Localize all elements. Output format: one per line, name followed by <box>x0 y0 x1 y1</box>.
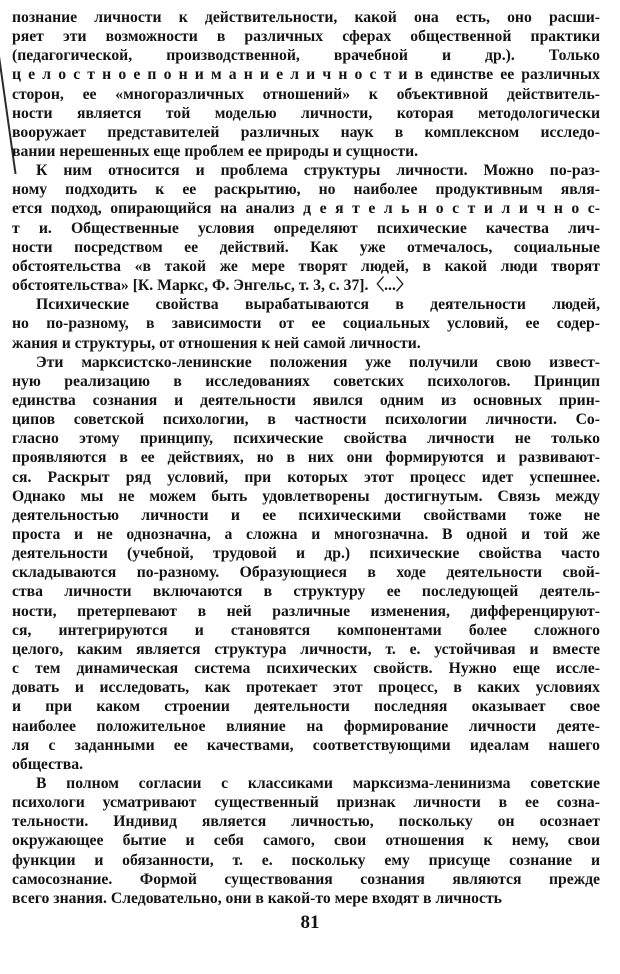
text-line: ности является той моделью личности, которая методологически <box>12 104 600 122</box>
text-line: ности посредством ее действий. Как уже отмечалось, социальные <box>12 238 600 256</box>
text-line: функции и обязанности, т. е. поскольку ему присуще сознание и <box>12 851 600 869</box>
text-line: ства личности включаются в структуру ее последующей деятель- <box>12 583 600 601</box>
text-line: Эти марксистско-ленинские положения уже получили свою извест- <box>36 353 600 371</box>
text-line: ля с заданными ее качествами, соответствующими идеалам нашего <box>12 736 600 754</box>
text-line: познание личности к действительности, какой она есть, оно расши- <box>12 9 600 26</box>
text-line: ется подход, опирающийся на анализ д е я т е л ь н о с т и л и ч н о с- <box>12 200 600 218</box>
text-line: ципов советской психологии, в частности психологии личности. Со- <box>12 411 600 429</box>
text-line: и при каком строении деятельности последняя оказывает свое <box>12 698 600 716</box>
text-line: ся, интегрируются и становятся компонентами более сложного <box>12 621 600 639</box>
text-line: проста и не однозначна, а сложна и многозначна. В одной и той же <box>12 526 600 544</box>
page-number: 81 <box>300 912 320 933</box>
text-line: проявляются в ее действиях, но в них они формируются и развивают- <box>12 449 600 467</box>
text-line: психологи усматривают существенный признак личности в ее созна- <box>12 794 600 812</box>
text-line: В полном согласии с классиками марксизма-ленинизма советские <box>36 774 600 792</box>
text-line: сторон, ее «многоразличных отношений» к объективной действитель- <box>12 85 600 103</box>
text-line: наиболее положительное влияние на формирование личности деяте- <box>12 717 600 735</box>
text-line: единства сознания и деятельности явился одним из основных прин- <box>12 391 600 409</box>
text-line: ся. Раскрыт ряд условий, при которых этот процесс идет успешнее. <box>12 468 600 486</box>
text-line: с тем динамическая система психических свойств. Нужно еще иссле- <box>12 660 600 678</box>
text-line: общества. <box>12 755 83 773</box>
text-line: Однако мы не можем быть удовлетворены достигнутым. Связь между <box>12 487 600 505</box>
text-line: Психические свойства вырабатываются в деятельности людей, <box>36 296 600 314</box>
text-line: ную реализацию в исследованиях советских психологов. Принцип <box>12 372 600 390</box>
text-line: вании нерешенных еще проблем ее природы и сущности. <box>12 143 419 161</box>
text-line: ному подходить к ее раскрытию, но наиболее продуктивным явля- <box>12 181 600 199</box>
text-line: (педагогической, производственной, врачебной и др.). Только <box>12 47 600 65</box>
text-line: К ним относится и проблема структуры личности. Можно по-раз- <box>36 162 600 180</box>
text-line: обстоятельства «в такой же мере творят людей, в какой люди творят <box>12 257 600 275</box>
text-line: ности, претерпевают в ней различные изменения, дифференцируют- <box>12 602 600 620</box>
text-line: вооружает представителей различных наук в комплексном исследо- <box>12 123 600 141</box>
text-line: довать и исследовать, как протекает этот процесс, в каких условиях <box>12 679 600 697</box>
text-line: всего знания. Следовательно, они в какой-то мере входят в личность <box>12 889 502 907</box>
text-line: окружающее бытие и себя самого, свои отношения к нему, свои <box>12 832 600 850</box>
text-line: складываются по-разному. Образующиеся в ходе деятельности свой- <box>12 564 600 582</box>
text-line: т и. Общественные условия определяют психические качества лич- <box>12 219 600 237</box>
text-line: деятельности (учебной, трудовой и др.) психические свойства часто <box>12 545 600 563</box>
text-line: деятельностью личности и ее психическими свойствами тоже не <box>12 506 600 524</box>
text-line: ц е л о с т н о е п о н и м а н и е л и ч н о с т и в единстве ее различных <box>12 66 600 84</box>
text-line: но по-разному, в зависимости от ее социальных условий, ее содер- <box>12 315 600 333</box>
page-body <box>12 8 600 966</box>
text-line: самосознание. Формой существования сознания являются прежде <box>12 870 600 888</box>
text-line: тельности. Индивид является личностью, поскольку он осознает <box>12 813 600 831</box>
text-line: обстоятельства» [К. Маркс, Ф. Энгельс, т. 3, с. 37].〈...〉 <box>12 277 412 295</box>
text-line: гласно этому принципу, психические свойства личности не только <box>12 430 600 448</box>
text-line: целого, каким является структура личности, т. е. устойчивая и вместе <box>12 640 600 658</box>
text-line: ряет эти возможности в различных сферах общественной практики <box>12 28 600 46</box>
text-line: жания и структуры, от отношения к ней самой личности. <box>12 334 421 352</box>
